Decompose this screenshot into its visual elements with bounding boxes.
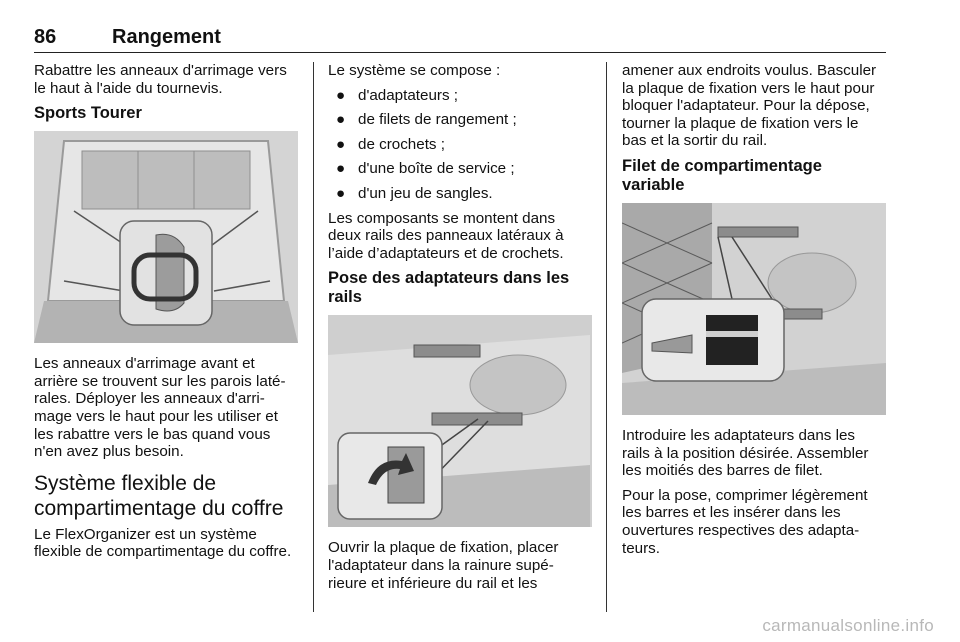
list-item: ● d'adaptateurs ;: [336, 86, 459, 104]
figure-adapter-rails: [328, 315, 592, 527]
component-list: [328, 87, 590, 203]
intro-text: Rabattre les anneaux d'arrimage vers le haut à l'aide du tournevis.: [34, 62, 287, 97]
figure-caption-tie-down: Les anneaux d'arrimage avant et arrière se trouvent sur les parois laté- rales. Déployer les anneaux d'arri- mage vers le haut pour les utiliser et les rabattre vers le bas quand vous n'en avez plus besoin.: [34, 355, 286, 461]
column-1: [34, 62, 300, 568]
section-heading-net: Filet de compartimentage variable: [622, 156, 822, 194]
page-number: 86: [34, 26, 57, 48]
figure-trunk-tie-down-rings: [34, 131, 298, 343]
system-intro: Le système se compose :: [328, 62, 501, 79]
figure-caption-adapters: Ouvrir la plaque de fixation, placer l'adaptateur dans la rainure supé- rieure et inférieure du rail et les: [328, 539, 559, 592]
components-text: Les composants se montent dans deux rails des panneaux latéraux à l’aide d’adaptateurs et de crochets.: [328, 209, 564, 262]
net-para-2: Pour la pose, comprimer légèrement les barres et les insérer dans les ouvertures respectives des adapta- teurs.: [622, 486, 868, 557]
column-3: [622, 62, 886, 564]
page-header: [34, 26, 886, 53]
net-para-1: Introduire les adaptateurs dans les rails à la position désirée. Assembler les moitiés des barres de filet.: [622, 426, 869, 480]
list-item: ● de filets de rangement ;: [336, 111, 517, 129]
watermark: carmanualsonline.info: [762, 616, 934, 635]
chapter-title: Rangement: [112, 26, 221, 48]
section-heading-adapters: Pose des adaptateurs dans les rails: [328, 269, 570, 307]
list-item: ● d'un jeu de sangles.: [336, 184, 493, 202]
adapter-text-continued: amener aux endroits voulus. Basculer la plaque de fixation vers le haut pour bloquer l'adaptateur. Pour la dépose, tourner la plaque de fixation vers le bas et la sortir du rail.: [622, 62, 877, 150]
list-item: ● d'une boîte de service ;: [336, 160, 515, 178]
column-divider: [606, 62, 607, 612]
column-divider: [313, 62, 314, 612]
section-title-flexorganizer: Système flexible de compartimentage du coffre: [34, 471, 284, 520]
figure-compartment-net: [622, 203, 886, 415]
flexorganizer-text: Le FlexOrganizer est un système flexible de compartimentage du coffre.: [34, 525, 292, 561]
section-heading-sports-tourer: Sports Tourer: [34, 104, 142, 123]
list-item: ● de crochets ;: [336, 135, 445, 153]
column-2: [328, 62, 590, 599]
